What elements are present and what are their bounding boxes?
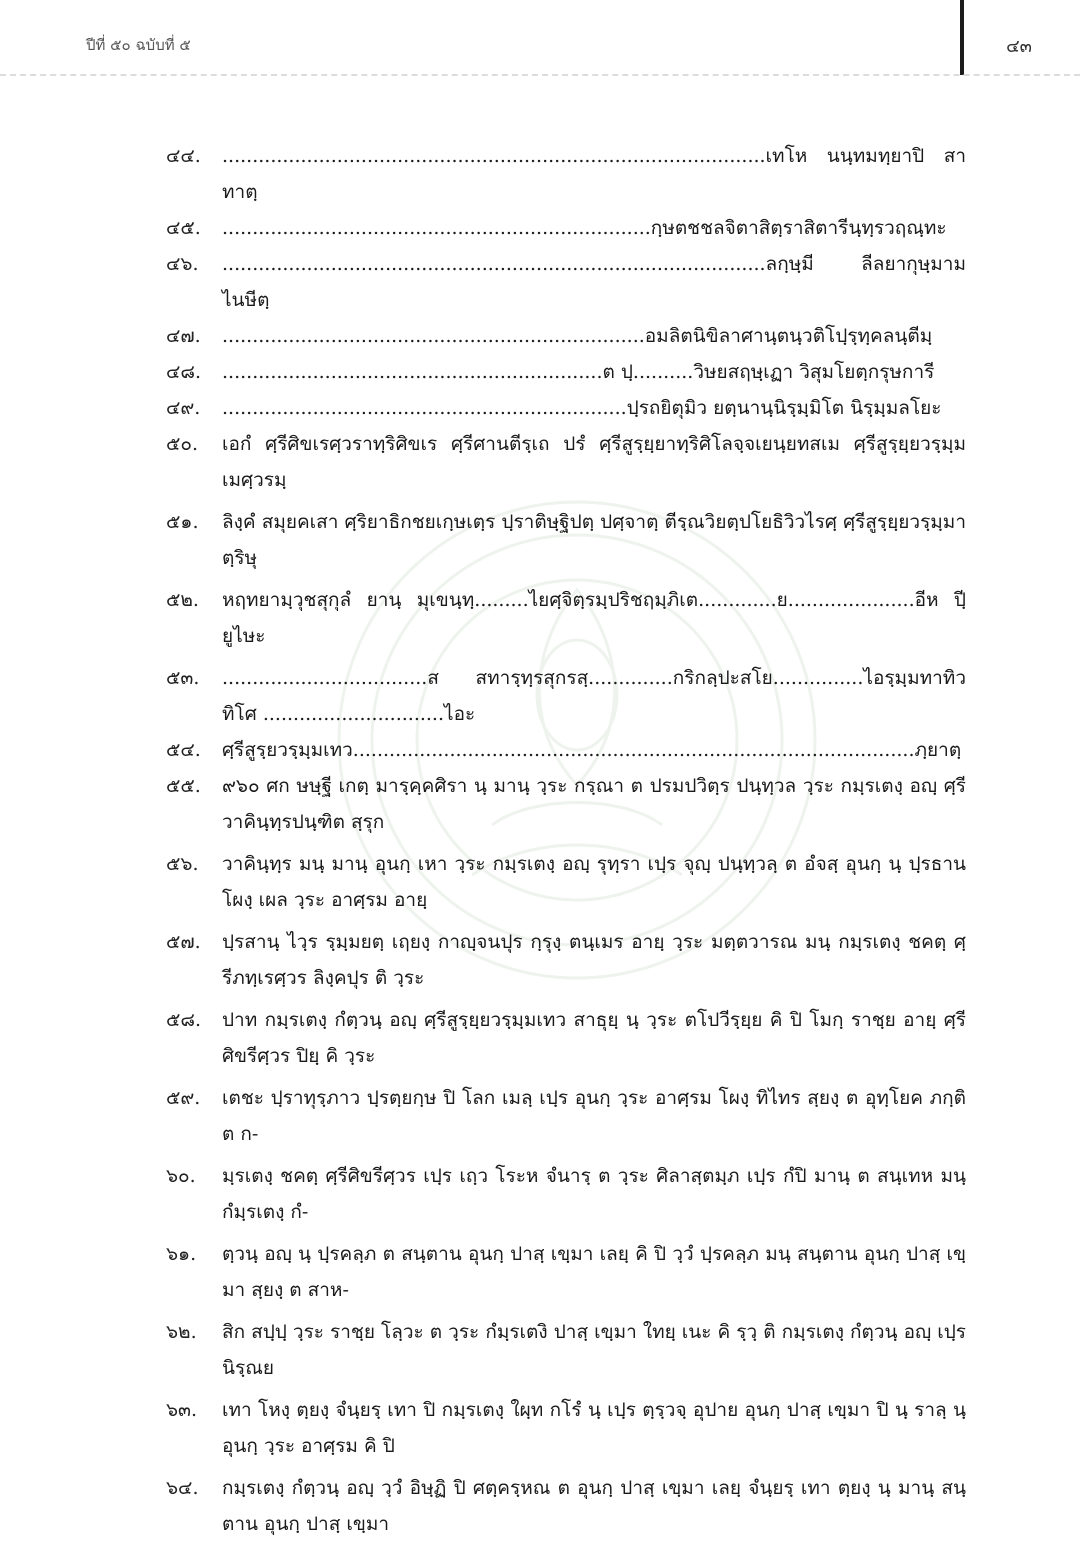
verse-text: ..........................................................................................เทโห นนฺทมทฺยาปิ สาทาตฺ (222, 145, 966, 203)
verse-row (166, 1392, 966, 1464)
verse-number: ๖๓. (166, 1399, 198, 1421)
header-divider (960, 0, 964, 75)
verse-text: ...............................................................ต ปฺ..........วิษยสฤษฺเฏา วิสุมโยตฺกรุษการี (222, 361, 935, 383)
verse-row (166, 924, 966, 996)
verse-row (166, 138, 966, 210)
verse-row (166, 390, 966, 426)
verse-text: กมฺรเตงฺ กํตฺวนฺ อญฺ วฺวํ อิษฺฏิ ปิ ศตฺครฺหณ ต อุนกฺ ปาสฺ เขฺมา เลยฺ จํนฺยรฺ เทา ตฺยงฺ นฺ มานฺ สนฺตาน อุนกฺ ปาสฺ เขฺมา (222, 1477, 966, 1535)
verse-number: ๔๖. (166, 253, 199, 275)
verse-number: ๕๕. (166, 775, 201, 797)
verse-row (166, 582, 966, 654)
verse-number: ๖๑. (166, 1243, 197, 1265)
verse-row (166, 732, 966, 768)
verse-text: .......................................................................กฺษตชชลจิตาสิตฺราสิตารีนฺทฺรวฤณฺทะ (222, 217, 947, 239)
verse-number: ๕๓. (166, 667, 200, 689)
verse-row (166, 354, 966, 390)
header-dashed-rule (0, 74, 1080, 76)
verse-row (166, 1236, 966, 1308)
verse-number: ๕๑. (166, 511, 199, 533)
verse-number: ๕๐. (166, 433, 199, 455)
page-number: ๔๓ (1006, 36, 1032, 57)
verse-text: ..................................ส สทารฺทฺรสุกรสฺ..............กริกลฺปะสโย...............ไอรฺมฺมทาทิวทิโศ ..............................ไอะ (222, 667, 966, 725)
verse-row (166, 210, 966, 246)
verse-text: ปฺรสานฺ ไวฺร รฺมฺมยตฺ เฤยงฺ กาญฺจนปุร กฺรุงฺ ตนฺเมร อายฺ วฺระ มตฺตวารณ มนฺ กมฺรเตงฺ ชคตฺ ศฺรีภทฺเรศฺวร ลิงฺคปุร ติ วฺระ (222, 931, 966, 989)
verse-text: หฤทยามฺวุชสุกุลํ ยานฺ มุเขนฺทฺ.........ไยศฺจิตฺรมฺปริชฤมฺภิเต.............ย.....................อีห ปีฺยูไษะ (222, 589, 966, 647)
verse-row (166, 1314, 966, 1386)
verse-text: วาคินฺทฺร มนฺ มานฺ อุนกฺ เหา วฺระ กมฺรเตงฺ อญฺ รุทฺรา เปฺร จุญฺ ปนฺทฺวลฺ ต อํจสฺ อุนกฺ นฺ ปฺรธาน โผงฺ เผล วฺระ อาศฺรม อายฺ (222, 853, 966, 911)
verse-list (166, 138, 966, 1542)
verse-text: ตฺวนฺ อญฺ นฺ ปฺรคลฺภ ต สนฺตาน อุนกฺ ปาสฺ เขฺมา เลยฺ คิ ปิ วฺวํ ปฺรคลฺภ มนฺ สนฺตาน อุนกฺ ปาสฺ เขฺมา สฺยงฺ ต สาห- (222, 1243, 966, 1301)
verse-row (166, 1080, 966, 1152)
verse-row (166, 660, 966, 732)
verse-number: ๔๘. (166, 361, 202, 383)
verse-number: ๖๔. (166, 1477, 199, 1499)
verse-row (166, 1158, 966, 1230)
verse-number: ๖๐. (166, 1165, 196, 1187)
verse-number: ๕๘. (166, 1009, 202, 1031)
verse-text: ...................................................................ปฺรถยิตุมิว ยตฺนานฺนิรฺมฺมิโต นิรฺมฺมลโยะ (222, 397, 942, 419)
verse-text: เทา โหงฺ ตฺยงฺ จํนฺยรฺ เทา ปิ กมฺรเตงฺ ใผฺท กโรํ นฺ เปฺร ตฺรฺวจฺ อุปาย อุนกฺ ปาสฺ เขฺมา ปิ นฺ ราลฺ นฺ อุนกฺ วฺระ อาศฺรม คิ ปิ (222, 1399, 966, 1457)
verse-text: ศฺรีสูรฺยวรฺมฺมเทว.............................................................................................ภฺยาตฺ (222, 739, 962, 761)
verse-number: ๕๒. (166, 589, 199, 611)
verse-number: ๔๕. (166, 217, 201, 239)
running-header-issue: ปีที่ ๕๐ ฉบับที่ ๕ (86, 36, 191, 54)
verse-number: ๕๗. (166, 931, 201, 953)
verse-row (166, 318, 966, 354)
verse-text: ......................................................................อมลิตนิขิลาศานฺตนฺวติโปฺรฺทฺคลนฺตีมฺ (222, 325, 933, 347)
verse-text: เอกํ ศฺรีศิขเรศฺวราทฺริศิขเร ศฺรีศานตีรฺเถ ปรํ ศฺรีสูรฺยฺยาทฺริศิโลจฺจเยนฺยทสเม ศฺรีสูรฺยฺยวรฺมฺมเมศฺวรมฺ (222, 433, 966, 491)
verse-number: ๔๔. (166, 145, 201, 167)
verse-number: ๕๙. (166, 1087, 201, 1109)
verse-row (166, 504, 966, 576)
verse-text: สิก สปฺปฺ วฺระ ราชฺย โลฺวะ ต วฺระ กํมฺรเตงิ ปาสฺ เขฺมา ใทยฺ เนะ คิ รฺวฺ ติ กมฺรเตงฺ กํตฺวนฺ อญฺ เปฺร นิรฺณย (222, 1321, 966, 1379)
verse-text: ปาท กมฺรเตงฺ กํตฺวนฺ อญฺ ศฺรีสูรฺยฺยวรฺมฺมเทว สาธุยฺ นฺ วฺระ ตโปวีรฺยฺย คิ ปิ โมกฺ ราชฺย อายฺ ศฺรีศิขรีศฺวร ปิยฺ คิ วฺระ (222, 1009, 966, 1067)
verse-row (166, 846, 966, 918)
verse-text: ๙๖๐ ศก ษษฺฐี เกตฺ มารฺคฺคศิรา นฺ มานฺ วฺระ กรฺณา ต ปรมปวิตฺร ปนฺทฺวล วฺระ กมฺรเตงฺ อญฺ ศฺรีวาคินฺทฺรปนฺฑิต สฺรุก (222, 775, 966, 833)
verse-text: ..........................................................................................ลกฺษฺมี ลีลยากุษฺมามไนษีตฺ (222, 253, 966, 311)
verse-row (166, 1002, 966, 1074)
verse-number: ๔๙. (166, 397, 201, 419)
verse-row (166, 246, 966, 318)
verse-number: ๔๗. (166, 325, 201, 347)
verse-number: ๕๔. (166, 739, 201, 761)
verse-text: เตชะ ปฺราทุรฺภาว ปฺรตฺยกฺษ ปิ โลก เมลฺ เปฺร อุนกฺ วฺระ อาศฺรม โผงฺ ทิไทร สฺยงฺ ต อุทฺโยค ภกฺติ ต ก- (222, 1087, 966, 1145)
verse-row (166, 768, 966, 840)
verse-row (166, 426, 966, 498)
verse-row (166, 1470, 966, 1542)
verse-number: ๕๖. (166, 853, 199, 875)
verse-text: มฺรเตงฺ ชคตฺ ศฺรีศิขรีศฺวร เปฺร เถฺว โระห จํนารฺ ต วฺระ ศิลาสฺตมฺภ เปฺร กํปิ มานฺ ต สนฺเทห มนฺ กํมฺรเตงฺ กํ- (222, 1165, 966, 1223)
verse-text: ลิงฺคํ สมุยคเสา ศฺริยาธิกชยเกฺษเตฺร ปฺราติษฺฐิปตฺ ปศฺจาตฺ ตีรฺณวิยตฺปโยธิวิวไรศฺ ศฺรีสูรฺยฺยวรฺมฺมา ตฺริษุ (222, 511, 966, 569)
verse-number: ๖๒. (166, 1321, 197, 1343)
